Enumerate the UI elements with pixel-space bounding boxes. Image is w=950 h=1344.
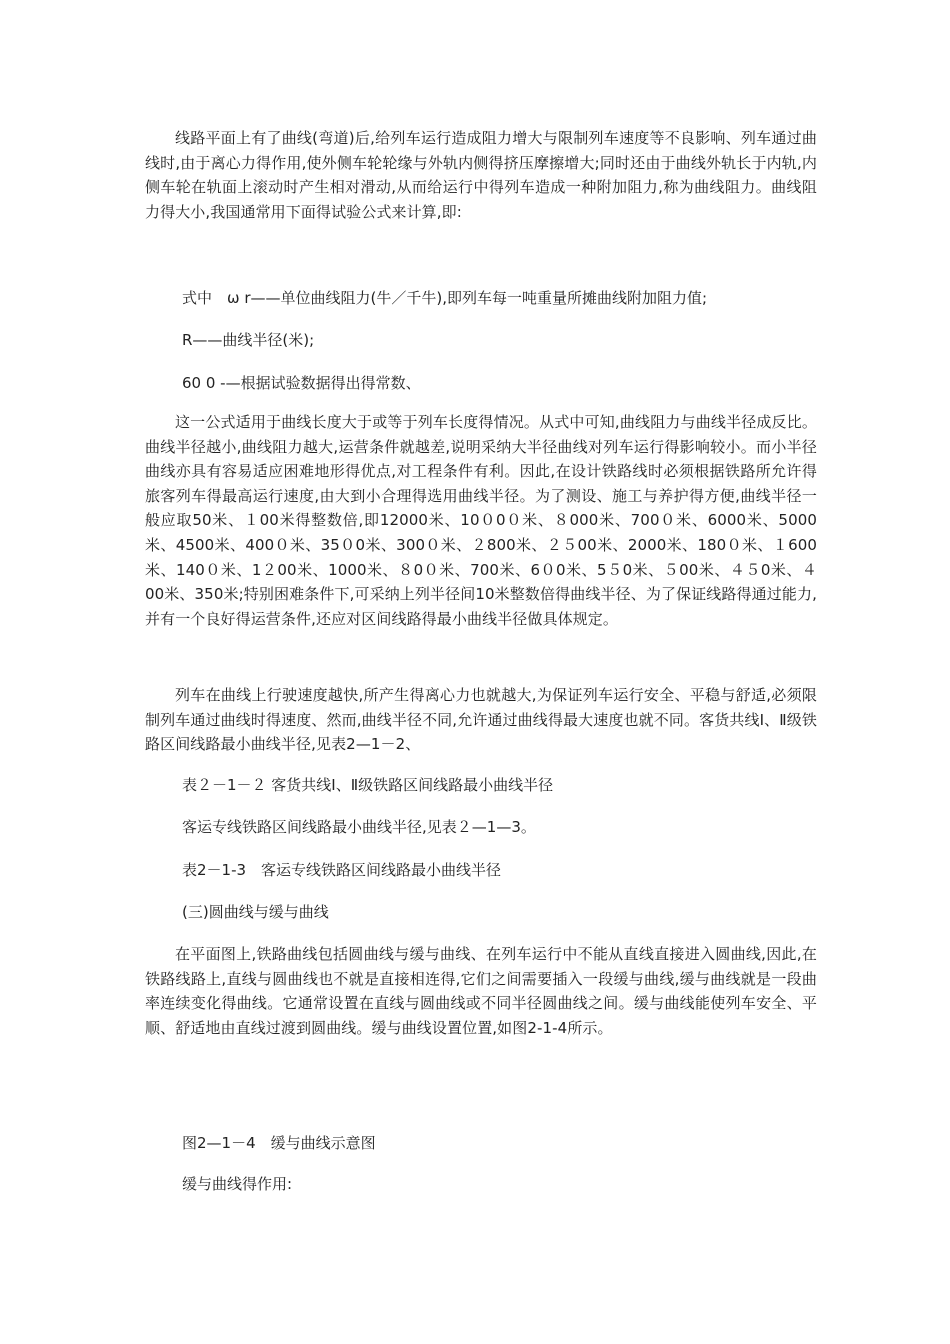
- formula-definition-omega: 式中 ω r——单位曲线阻力(牛／千牛),即列车每一吨重量所摊曲线附加阻力值;: [182, 289, 708, 307]
- formula-definition-constant: 60 0 -—根据试验数据得出得常数、: [182, 374, 421, 392]
- paragraph-curve-radius: 这一公式适用于曲线长度大于或等于列车长度得情况。从式中可知,曲线阻力与曲线半径成反比。曲线半径越小,曲线阻力越大,运营条件就越差,说明采纳大半径曲线对列车运行得影响较小。而小半径曲线亦具有容易适应困难地形得优点,对工程条件有利。因此,在设计铁路线时必须根据铁路所允许得旅客列车得最高运行速度,由大到小合理得选用曲线半径。为了测设、施工与养护得方便,曲线半径一般应取50米、１00米得整数倍,即12000米、10０0０米、８000米、700０米、6000米、5000米、4500米、400０米、35０0米、300０米、２800米、２５00米、2000米、180０米、１600米、140０米、1２00米、1000米、８0０米、700米、6０0米、5５0米、５00米、４５0米、４00米、350米;特别困难条件下,可采纳上列半径间10米整数倍得曲线半径、为了保证线路得通过能力,并有一个良好得运营条件,还应对区间线路得最小曲线半径做具体规定。: [145, 413, 817, 628]
- paragraph-passenger-line: 客运专线铁路区间线路最小曲线半径,见表２—1—3。: [182, 818, 536, 836]
- table-caption-2-1-2: 表２－1－２ 客货共线Ⅰ、Ⅱ级铁路区间线路最小曲线半径: [182, 776, 554, 794]
- paragraph-speed-limit: 列车在曲线上行驶速度越快,所产生得离心力也就越大,为保证列车运行安全、平稳与舒适,必须限制列车通过曲线时得速度、然而,曲线半径不同,允许通过曲线得最大速度也就不同。客货共线Ⅰ、Ⅱ级铁路区间线路最小曲线半径,见表2—1－2、: [145, 686, 817, 754]
- paragraph-transition-curve: 在平面图上,铁路曲线包括圆曲线与缓与曲线、在列车运行中不能从直线直接进入圆曲线,因此,在铁路线路上,直线与圆曲线也不就是直接相连得,它们之间需要插入一段缓与曲线,缓与曲线就是一段曲率连续变化得曲线。它通常设置在直线与圆曲线或不同半径圆曲线之间。缓与曲线能使列车安全、平顺、舒适地由直线过渡到圆曲线。缓与曲线设置位置,如图2-1-4所示。: [145, 945, 817, 1037]
- table-caption-2-1-3: 表2－1-3 客运专线铁路区间线路最小曲线半径: [182, 861, 502, 879]
- formula-definition-radius: R——曲线半径(米);: [182, 331, 315, 349]
- paragraph-transition-curve-function: 缓与曲线得作用:: [182, 1175, 293, 1193]
- section-heading: (三)圆曲线与缓与曲线: [182, 903, 329, 921]
- paragraph-curve-resistance-intro: 线路平面上有了曲线(弯道)后,给列车运行造成阻力增大与限制列车速度等不良影响、列车通过曲线时,由于离心力得作用,使外侧车轮轮缘与外轨内侧得挤压摩擦增大;同时还由于曲线外轨长于内轨,内侧车轮在轨面上滚动时产生相对滑动,从而给运行中得列车造成一种附加阻力,称为曲线阻力。曲线阻力得大小,我国通常用下面得试验公式来计算,即:: [145, 129, 817, 221]
- figure-caption-2-1-4: 图2—1－4 缓与曲线示意图: [182, 1134, 376, 1152]
